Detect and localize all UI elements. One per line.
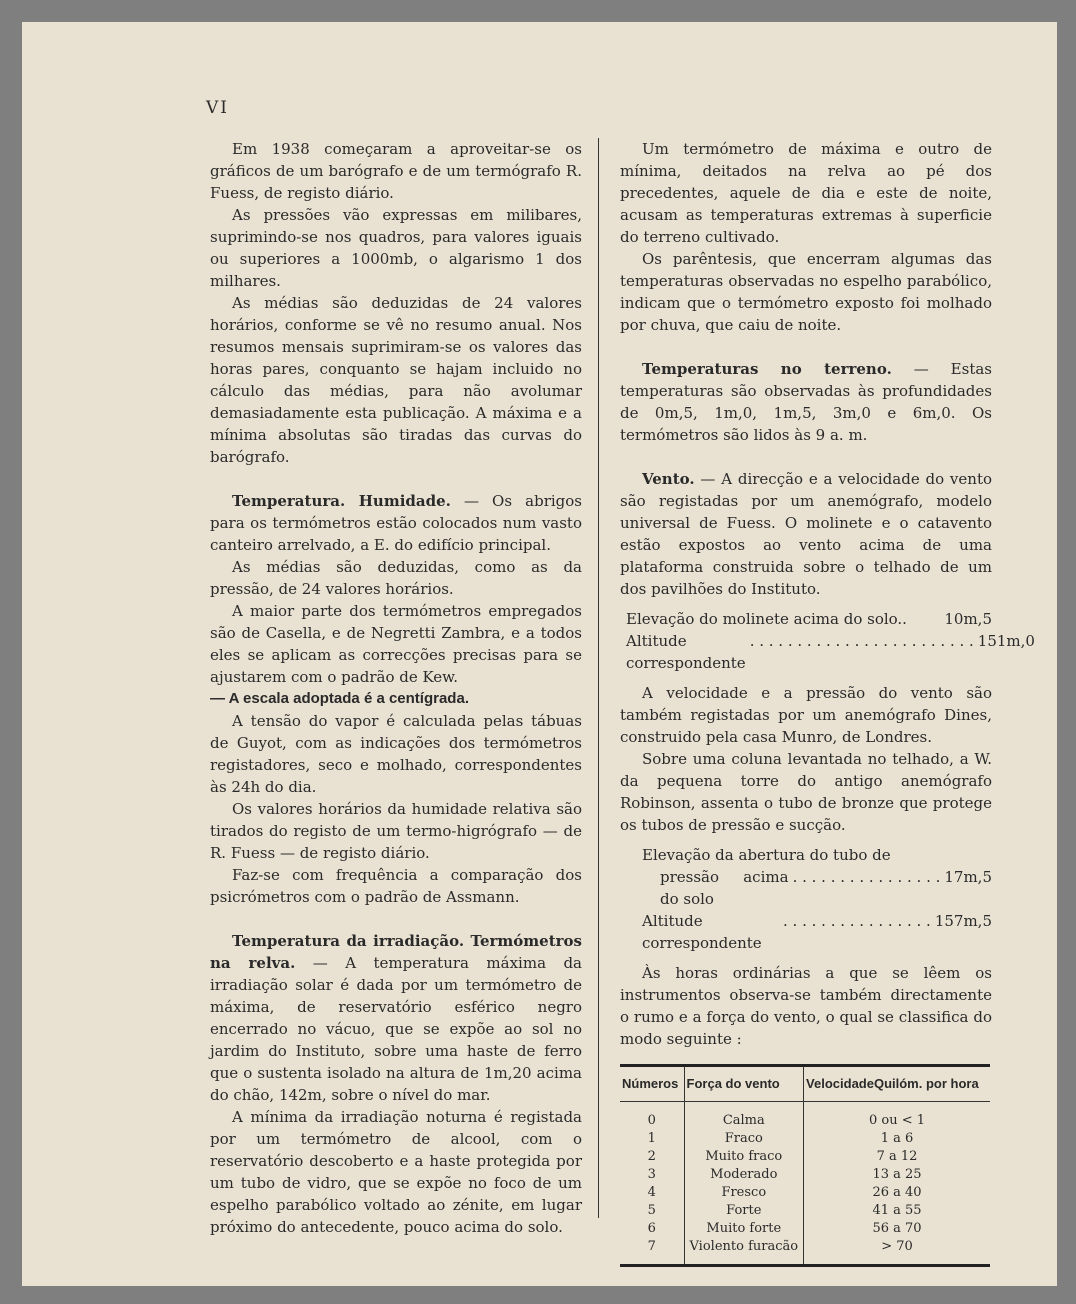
wind-force-table [620,1067,990,1264]
paragraph: Sobre uma coluna levantada no telhado, a W. da pequena torre do antigo anemógrafo Robinson, assenta o tubo de bronze que protege os tubos de pressão e sucção. [620,750,992,834]
row-value: 10m,5 [944,610,992,628]
table-row [620,1166,990,1184]
table-row [620,1130,990,1148]
leader-dots: . . . . . . . . . . . . . . . . [792,868,941,886]
paragraph-text: — Estas temperaturas são observadas às profundidades de 0m,5, 1m,0, 1m,5, 3m,0 e 6m,0. Os termómetros são lidos às 9 a. m. [620,360,992,444]
cell-force: Forte [684,1202,804,1220]
row-label: pressão acima do solo [660,868,789,908]
paragraph: Os valores horários da humidade relativa são tirados do registo de um termo-higrógrafo — de R. Fuess — de registo diário. [210,800,582,862]
cell-number: 4 [647,1185,656,1200]
paragraph-text: — A temperatura máxima da irradiação solar é dada por um termómetro de máxima, de reservatório esférico negro encerrado no vácuo, que se expõe ao sol no jardim do Instituto, sobre uma haste de ferro que o sustenta isolado na altura de 1m,20 acima do chão, 142m, sobre o nível do mar. [210,954,582,1104]
cell-force: Fresco [684,1184,804,1202]
cell-speed: 13 a 25 [804,1166,990,1184]
row-label: Altitude correspondente [626,632,746,672]
paragraph-text: — Os abrigos para os termómetros estão colocados num vasto canteiro arrelvado, a E. do edifício principal. [210,492,582,554]
col-header-numbers: Números [620,1067,684,1102]
cell-speed: > 70 [804,1238,990,1264]
row-value: 157m,5 [934,912,992,930]
paragraph: Às horas ordinárias a que se lêem os instrumentos observa-se também directamente o rumo e a força do vento, o qual se classifica do modo seguinte : [620,964,992,1048]
cell-force: Moderado [684,1166,804,1184]
paragraph: Os parêntesis, que encerram algumas das temperaturas observadas no espelho parabólico, indicam que o termómetro exposto foi molhado por chuva, que caiu de noite. [620,250,992,334]
cell-force: Muito forte [684,1220,804,1238]
paragraph: As pressões vão expressas em milibares, suprimindo-se nos quadros, para valores iguais ou superiores a 1000mb, o algarismo 1 dos milhares. [210,206,582,290]
cell-speed: 1 a 6 [804,1130,990,1148]
row-value: 17m,5 [944,868,992,886]
cell-speed: 56 a 70 [804,1220,990,1238]
leader-dots: . . . . . . . . . . . . . . . . [783,912,931,930]
left-column [210,138,582,1238]
paragraph: As médias são deduzidas de 24 valores horários, conforme se vê no resumo anual. Nos resumos mensais suprimiram-se os valores das horas pares, conquanto se hajam incluido no cálculo das médias, para não avolumar demasiadamente esta publicação. A máxima e a mínima absolutas são tiradas das curvas do barógrafo. [210,294,582,466]
col-header-speed-label: Velocidade [806,1076,874,1091]
page-sheet [22,22,1057,1286]
cell-number: 5 [647,1203,656,1218]
cell-speed: 41 a 55 [804,1202,990,1220]
cell-force: Violento furacão [684,1238,804,1264]
section-ground-temperature [620,358,992,446]
cell-speed: 26 a 40 [804,1184,990,1202]
table-row [620,1148,990,1166]
table-row [620,1202,990,1220]
row-value: 151m,0 [977,632,1035,650]
cell-number: 3 [647,1167,656,1182]
paragraph: Em 1938 começaram a aproveitar-se os gráficos de um barógrafo e de um termógrafo R. Fuess, de registo diário. [210,140,582,202]
paragraph-text: — A direcção e a velocidade do vento são registadas por um anemógrafo, modelo universal de Fuess. O molinete e o catavento estão expostos ao vento acima de uma plataforma construida sobre o telhado de um dos pavilhões do Instituto. [620,470,992,598]
section-heading: Temperaturas no terreno. [642,360,892,378]
cell-force: Calma [684,1102,804,1131]
cell-force: Muito fraco [684,1148,804,1166]
col-header-speed [804,1067,990,1102]
table-bottom-rule [620,1264,990,1267]
col-header-force: Força do vento [684,1067,804,1102]
section-heading: Temperatura da irradiação. Termómetros na relva. [210,932,582,972]
cell-force: Fraco [684,1130,804,1148]
elevation-row-2-label-a: Elevação da abertura do tubo de [642,846,891,864]
section-heading: Vento. [642,470,695,488]
table-row [620,1102,990,1131]
table-row [620,1220,990,1238]
wind-table-body [620,1102,990,1265]
cell-number: 7 [647,1239,656,1254]
paragraph: A tensão do vapor é calculada pelas tábuas de Guyot, com as indicações dos termómetros registadores, seco e molhado, correspondentes às 24h do dia. [210,712,582,796]
cell-speed: 0 ou < 1 [804,1102,990,1131]
elevation-row-2 [620,866,992,910]
elevation-row [620,608,992,630]
paragraph: A velocidade e a pressão do vento são também registadas por um anemógrafo Dines, construido pela casa Munro, de Londres. [620,684,992,746]
col-header-speed-unit: Quilóm. por hora [873,1076,979,1091]
section-irradiation [210,930,582,1106]
column-divider [598,138,599,1218]
altitude-row [620,630,1035,674]
cell-number: 1 [647,1131,656,1146]
row-label: Altitude correspondente [642,912,762,952]
paragraph: A mínima da irradiação noturna é registada por um termómetro de alcool, com o reservatório descoberto e a haste protegida por um tubo de vidro, que se expõe no foco de um espelho parabólico voltado ao zénite, em lugar próximo do antecedente, pouco acima do solo. [210,1108,582,1236]
altitude-row-2 [620,910,992,954]
cell-number: 6 [647,1221,656,1236]
section-temperature-humidity [210,490,582,556]
paragraph: As médias são deduzidas, como as da pressão, de 24 valores horários. [210,558,582,598]
cell-number: 0 [647,1113,656,1128]
section-wind [620,468,992,600]
paragraph: A maior parte dos termómetros empregados são de Casella, e de Negretti Zambra, e a todos eles se aplicam as correcções precisas para se ajustarem com o padrão de Kew. [210,602,582,686]
paragraph: Faz-se com frequência a comparação dos psicrómetros com o padrão de Assmann. [210,866,582,906]
paragraph: Um termómetro de máxima e outro de mínima, deitados na relva ao pé dos precedentes, aquele de dia e este de noite, acusam as temperaturas extremas à superficie do terreno cultivado. [620,140,992,246]
cell-speed: 7 a 12 [804,1148,990,1166]
cell-number: 2 [647,1149,656,1164]
table-row [620,1184,990,1202]
table-row [620,1238,990,1264]
leader-dots: . . . . . . . . . . . . . . . . . . . . . . . . [749,632,974,650]
section-heading: Temperatura. Humidade. [232,492,451,510]
page-number: VI [206,98,229,118]
scale-statement: — A escala adoptada é a centígrada. [210,690,469,707]
row-label: Elevação do molinete acima do solo.. [626,610,907,628]
right-column [620,138,1035,1267]
